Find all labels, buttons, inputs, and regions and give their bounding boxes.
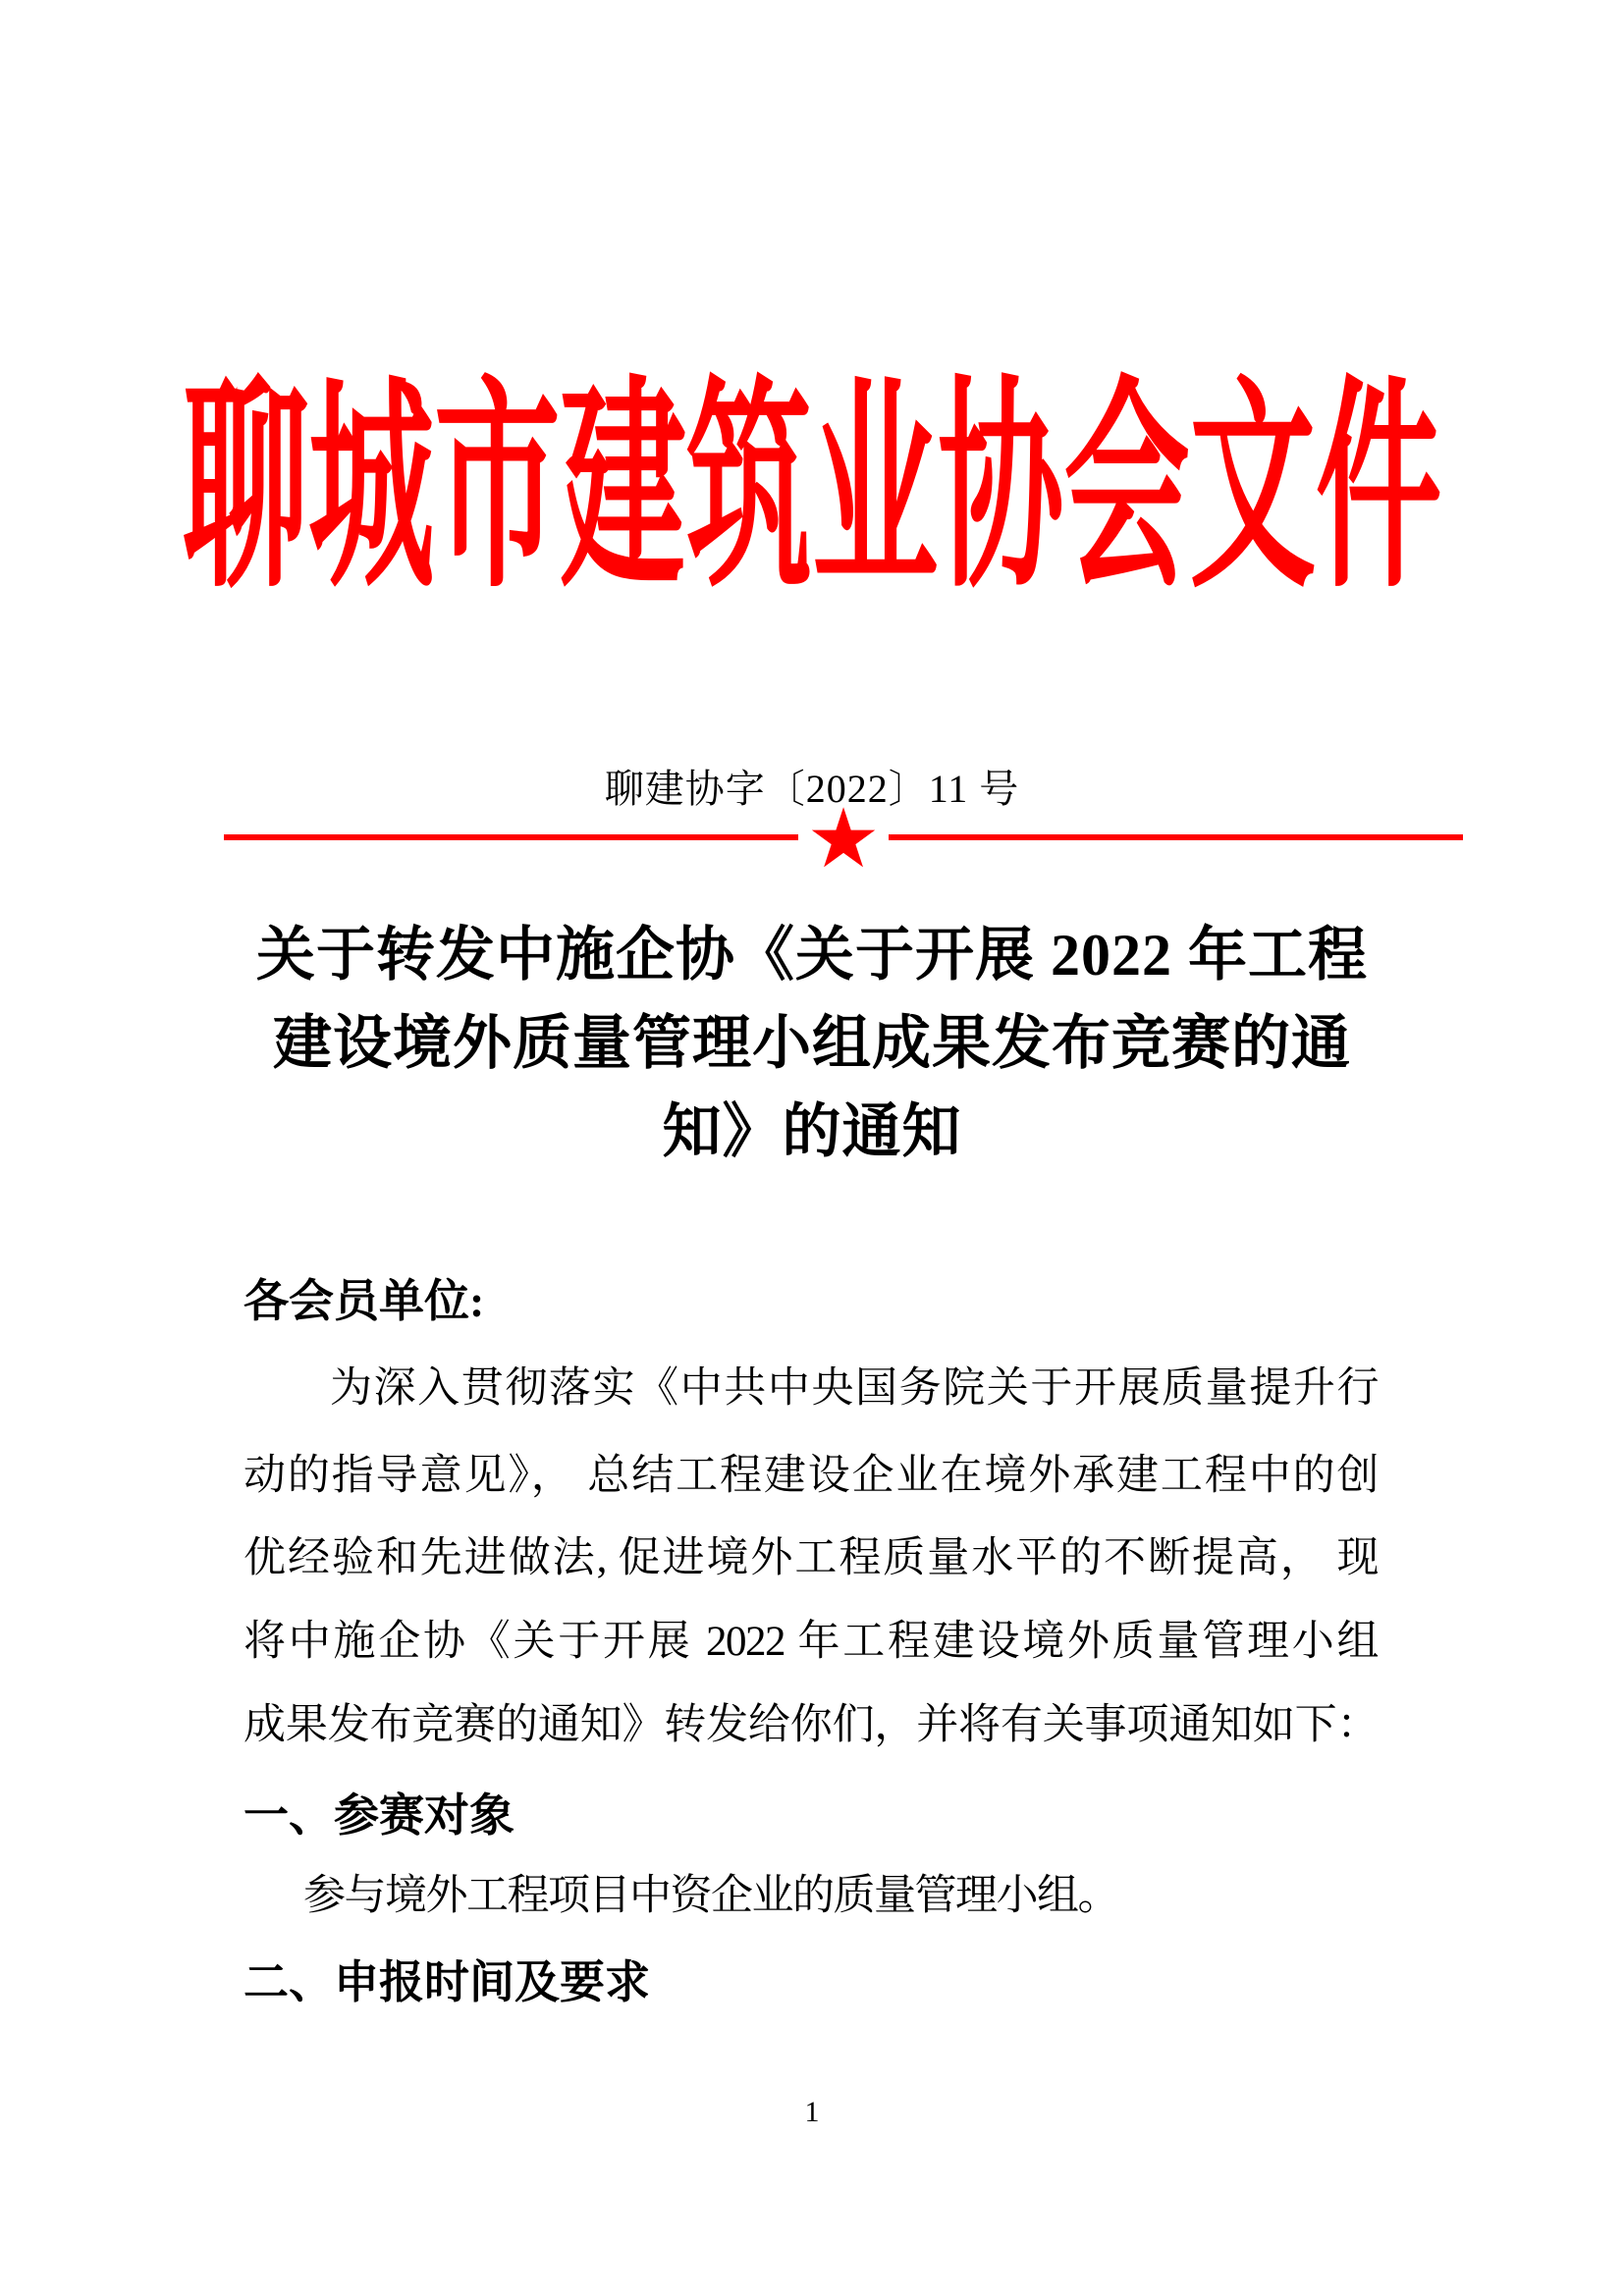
document-title-line-2: 建设境外质量管理小组成果发布竞赛的通 bbox=[273, 1011, 1351, 1076]
org-title: 聊城市建筑业协会文件 bbox=[182, 366, 1442, 615]
document-title-line-3: 知》的通知 bbox=[662, 1099, 962, 1164]
document-title-line-1: 关于转发中施企协《关于开展 2022 年工程 bbox=[256, 923, 1368, 988]
letterhead bbox=[0, 366, 1624, 615]
section-1-heading: 一、参赛对象 bbox=[244, 1789, 514, 1841]
document-title bbox=[125, 911, 1499, 1176]
page-number: 1 bbox=[804, 2096, 820, 2128]
section-1-text: 参与境外工程项目中资企业的质量管理小组。 bbox=[303, 1873, 1118, 1919]
section-2-heading: 二、申报时间及要求 bbox=[244, 1956, 650, 2007]
doc-number: 聊建协字〔2022〕11 号 bbox=[604, 767, 1020, 811]
paragraph-line-3: 优经验和先进做法, 促进境外工程质量水平的不断提高， 现 bbox=[244, 1535, 1378, 1581]
paragraph-line-1: 为深入贯彻落实《中共中央国务院关于开展质量提升行 bbox=[330, 1365, 1378, 1412]
star-icon: ★ bbox=[806, 790, 881, 886]
paragraph-line-5: 成果发布竞赛的通知》转发给你们，并将有关事项通知如下： bbox=[244, 1702, 1378, 1748]
paragraph-line-2: 动的指导意见》， 总结工程建设企业在境外承建工程中的创 bbox=[244, 1453, 1378, 1499]
paragraph-line-4: 将中施企协《关于开展 2022 年工程建设境外质量管理小组 bbox=[244, 1619, 1378, 1665]
salutation: 各会员单位: bbox=[244, 1276, 485, 1326]
